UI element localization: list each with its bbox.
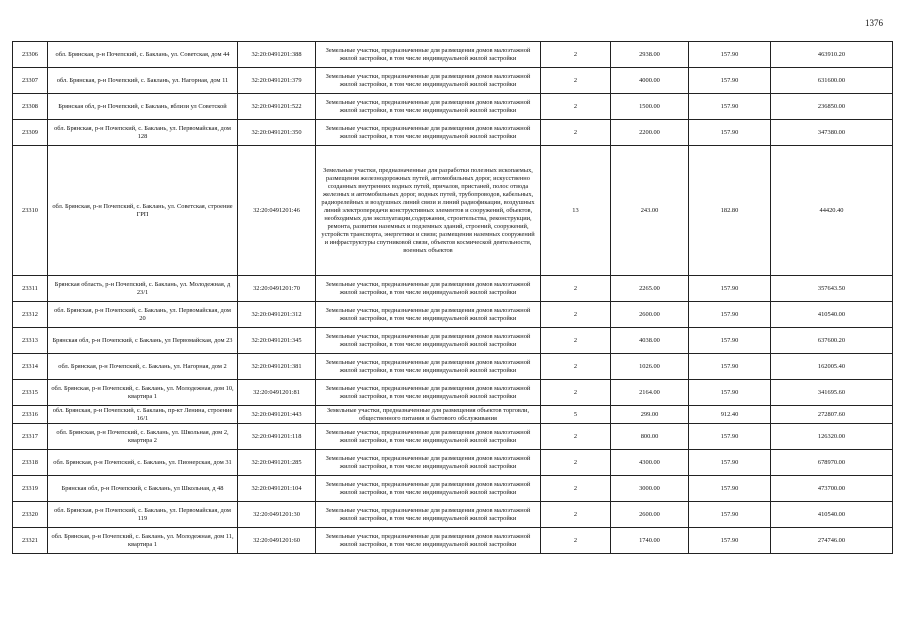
table-row — [13, 476, 893, 502]
area-cell: 4000.00 — [611, 68, 689, 94]
cadastral-value-cell: 274746.00 — [771, 528, 893, 554]
cadastral-value-cell: 341695.60 — [771, 380, 893, 406]
table-body — [13, 42, 893, 554]
area-cell: 2938.00 — [611, 42, 689, 68]
cadastral-number-cell: 32:20:0491201:388 — [238, 42, 316, 68]
land-use-cell: Земельные участки, предназначенные для размещения домов малоэтажной жилой застройки, в том числе индивидуальной жилой застройки — [316, 68, 541, 94]
cadastral-number-cell: 32:20:0491201:104 — [238, 476, 316, 502]
land-use-cell: Земельные участки, предназначенные для размещения домов малоэтажной жилой застройки, в том числе индивидуальной жилой застройки — [316, 276, 541, 302]
table-row — [13, 528, 893, 554]
area-cell: 2265.00 — [611, 276, 689, 302]
table-row — [13, 502, 893, 528]
specific-value-cell: 182.80 — [689, 146, 771, 276]
specific-value-cell: 157.90 — [689, 328, 771, 354]
area-cell: 243.00 — [611, 146, 689, 276]
cadastral-value-cell: 357643.50 — [771, 276, 893, 302]
row-number: 23311 — [13, 276, 48, 302]
address-cell: обл. Брянская, р-н Почепский, с. Баклань, ул. Советская, строение ГРП — [48, 146, 238, 276]
usage-group-cell: 2 — [541, 476, 611, 502]
cadastral-value-cell: 126320.00 — [771, 424, 893, 450]
area-cell: 1500.00 — [611, 94, 689, 120]
cadastral-number-cell: 32:20:0491201:522 — [238, 94, 316, 120]
table-row — [13, 42, 893, 68]
cadastral-number-cell: 32:20:0491201:312 — [238, 302, 316, 328]
cadastral-number-cell: 32:20:0491201:443 — [238, 406, 316, 424]
table-row — [13, 68, 893, 94]
usage-group-cell: 2 — [541, 450, 611, 476]
address-cell: обл. Брянская, р-н Почепский, с. Баклань, ул. Молодежная, дом 11, квартира 1 — [48, 528, 238, 554]
table-row — [13, 328, 893, 354]
usage-group-cell: 2 — [541, 328, 611, 354]
cadastral-value-cell: 637600.20 — [771, 328, 893, 354]
address-cell: обл. Брянская, р-н Почепский, с. Баклань, ул. Нагорная, дом 2 — [48, 354, 238, 380]
row-number: 23309 — [13, 120, 48, 146]
land-use-cell: Земельные участки, предназначенные для размещения домов малоэтажной жилой застройки, в том числе индивидуальной жилой застройки — [316, 328, 541, 354]
cadastral-number-cell: 32:20:0491201:285 — [238, 450, 316, 476]
row-number: 23307 — [13, 68, 48, 94]
cadastral-value-cell: 678970.00 — [771, 450, 893, 476]
land-use-cell: Земельные участки, предназначенные для размещения домов малоэтажной жилой застройки, в том числе индивидуальной жилой застройки — [316, 450, 541, 476]
land-use-cell: Земельные участки, предназначенные для размещения домов малоэтажной жилой застройки, в том числе индивидуальной жилой застройки — [316, 380, 541, 406]
cadastral-number-cell: 32:20:0491201:30 — [238, 502, 316, 528]
cadastral-number-cell: 32:20:0491201:118 — [238, 424, 316, 450]
specific-value-cell: 157.90 — [689, 450, 771, 476]
cadastral-number-cell: 32:20:0491201:60 — [238, 528, 316, 554]
area-cell: 4038.00 — [611, 328, 689, 354]
cadastral-number-cell: 32:20:0491201:81 — [238, 380, 316, 406]
usage-group-cell: 2 — [541, 94, 611, 120]
table-row — [13, 406, 893, 424]
address-cell: Брянская область, р-н Почепский, с. Баклань, ул. Молодежная, д 23/1 — [48, 276, 238, 302]
area-cell: 4300.00 — [611, 450, 689, 476]
row-number: 23319 — [13, 476, 48, 502]
row-number: 23306 — [13, 42, 48, 68]
specific-value-cell: 157.90 — [689, 354, 771, 380]
cadastral-number-cell: 32:20:0491201:70 — [238, 276, 316, 302]
specific-value-cell: 157.90 — [689, 276, 771, 302]
cadastral-value-cell: 473700.00 — [771, 476, 893, 502]
specific-value-cell: 157.90 — [689, 528, 771, 554]
specific-value-cell: 912.40 — [689, 406, 771, 424]
specific-value-cell: 157.90 — [689, 380, 771, 406]
table-row — [13, 424, 893, 450]
cadastral-value-cell: 44420.40 — [771, 146, 893, 276]
area-cell: 2200.00 — [611, 120, 689, 146]
specific-value-cell: 157.90 — [689, 502, 771, 528]
land-use-cell: Земельные участки, предназначенные для размещения объектов торговли, общественного питания и бытового обслуживания — [316, 406, 541, 424]
usage-group-cell: 5 — [541, 406, 611, 424]
area-cell: 2164.00 — [611, 380, 689, 406]
address-cell: обл. Брянская, р-н Почепский, с. Баклань, ул. Первомайская, дом 20 — [48, 302, 238, 328]
land-use-cell: Земельные участки, предназначенные для размещения домов малоэтажной жилой застройки, в том числе индивидуальной жилой застройки — [316, 528, 541, 554]
usage-group-cell: 2 — [541, 120, 611, 146]
area-cell: 3000.00 — [611, 476, 689, 502]
address-cell: обл. Брянская, р-н Почепский, с. Баклань, ул. Советская, дом 44 — [48, 42, 238, 68]
land-use-cell: Земельные участки, предназначенные для размещения домов малоэтажной жилой застройки, в том числе индивидуальной жилой застройки — [316, 302, 541, 328]
cadastral-value-cell: 236850.00 — [771, 94, 893, 120]
row-number: 23321 — [13, 528, 48, 554]
row-number: 23318 — [13, 450, 48, 476]
address-cell: обл. Брянская, р-н Почепский, с. Баклань, ул. Первомайская, дом 119 — [48, 502, 238, 528]
row-number: 23308 — [13, 94, 48, 120]
area-cell: 1026.00 — [611, 354, 689, 380]
usage-group-cell: 2 — [541, 302, 611, 328]
usage-group-cell: 2 — [541, 354, 611, 380]
row-number: 23314 — [13, 354, 48, 380]
usage-group-cell: 2 — [541, 68, 611, 94]
table-row — [13, 354, 893, 380]
specific-value-cell: 157.90 — [689, 120, 771, 146]
address-cell: обл. Брянская, р-н Почепский, с. Баклань, ул. Первомайская, дом 128 — [48, 120, 238, 146]
row-number: 23315 — [13, 380, 48, 406]
specific-value-cell: 157.90 — [689, 68, 771, 94]
land-use-cell: Земельные участки, предназначенные для размещения домов малоэтажной жилой застройки, в том числе индивидуальной жилой застройки — [316, 120, 541, 146]
area-cell: 1740.00 — [611, 528, 689, 554]
table-row — [13, 276, 893, 302]
cadastral-value-cell: 347380.00 — [771, 120, 893, 146]
row-number: 23310 — [13, 146, 48, 276]
row-number: 23312 — [13, 302, 48, 328]
table-row — [13, 146, 893, 276]
land-use-cell: Земельные участки, предназначенные для размещения домов малоэтажной жилой застройки, в том числе индивидуальной жилой застройки — [316, 354, 541, 380]
usage-group-cell: 13 — [541, 146, 611, 276]
area-cell: 2600.00 — [611, 502, 689, 528]
land-use-cell: Земельные участки, предназначенные для размещения домов малоэтажной жилой застройки, в том числе индивидуальной жилой застройки — [316, 476, 541, 502]
specific-value-cell: 157.90 — [689, 476, 771, 502]
table-row — [13, 94, 893, 120]
cadastral-value-cell: 410540.00 — [771, 302, 893, 328]
land-use-cell: Земельные участки, предназначенные для размещения домов малоэтажной жилой застройки, в том числе индивидуальной жилой застройки — [316, 42, 541, 68]
area-cell: 299.00 — [611, 406, 689, 424]
cadastral-value-cell: 272807.60 — [771, 406, 893, 424]
usage-group-cell: 2 — [541, 276, 611, 302]
table-row — [13, 450, 893, 476]
address-cell: Брянская обл, р-н Почепский, с Баклань, ул Первомайская, дом 23 — [48, 328, 238, 354]
address-cell: обл. Брянская, р-н Почепский, с. Баклань, пр-кт Ленина, строение 16/1 — [48, 406, 238, 424]
cadastral-value-cell: 410540.00 — [771, 502, 893, 528]
address-cell: обл. Брянская, р-н Почепский, с. Баклань, ул. Пионерская, дом 31 — [48, 450, 238, 476]
cadastral-registry-table — [12, 41, 893, 554]
row-number: 23320 — [13, 502, 48, 528]
address-cell: Брянская обл, р-н Почепский, с Баклань, ул Школьная, д 48 — [48, 476, 238, 502]
table-row — [13, 302, 893, 328]
specific-value-cell: 157.90 — [689, 94, 771, 120]
usage-group-cell: 2 — [541, 502, 611, 528]
land-use-cell: Земельные участки, предназначенные для размещения домов малоэтажной жилой застройки, в том числе индивидуальной жилой застройки — [316, 502, 541, 528]
land-use-cell: Земельные участки, предназначенные для размещения домов малоэтажной жилой застройки, в том числе индивидуальной жилой застройки — [316, 424, 541, 450]
specific-value-cell: 157.90 — [689, 42, 771, 68]
cadastral-number-cell: 32:20:0491201:381 — [238, 354, 316, 380]
cadastral-value-cell: 463910.20 — [771, 42, 893, 68]
cadastral-value-cell: 162005.40 — [771, 354, 893, 380]
land-use-cell: Земельные участки, предназначенные для разработки полезных ископаемых, размещения железнодорожных путей, автомобильных дорог, искусственно созданных внутренних водных путей, причалов, пристаней, полос отвода железных и автомобильных дорог, водных путей, трубопроводов, кабельных, радиорелейных и воздушных линий связи и линий радиофикации, воздушных линий электропередачи конструктивных элементов и сооружений, объектов, необходимых для эксплуатации,содержания, строительства, реконструкции, ремонта, развития наземных и подземных зданий, строений, сооружений, устройств транспорта, энергетики и связи; размещения наземных сооружений и инфраструктуры спутниковой связи, объектов космической деятельности, военных объектов — [316, 146, 541, 276]
address-cell: обл. Брянская, р-н Почепский, с. Баклань, ул. Нагорная, дом 11 — [48, 68, 238, 94]
address-cell: Брянская обл, р-н Почепский, с Баклань, вблизи ул Советской — [48, 94, 238, 120]
specific-value-cell: 157.90 — [689, 424, 771, 450]
row-number: 23313 — [13, 328, 48, 354]
area-cell: 2600.00 — [611, 302, 689, 328]
cadastral-value-cell: 631600.00 — [771, 68, 893, 94]
area-cell: 800.00 — [611, 424, 689, 450]
row-number: 23316 — [13, 406, 48, 424]
usage-group-cell: 2 — [541, 42, 611, 68]
usage-group-cell: 2 — [541, 424, 611, 450]
land-use-cell: Земельные участки, предназначенные для размещения домов малоэтажной жилой застройки, в том числе индивидуальной жилой застройки — [316, 94, 541, 120]
cadastral-number-cell: 32:20:0491201:350 — [238, 120, 316, 146]
cadastral-number-cell: 32:20:0491201:46 — [238, 146, 316, 276]
address-cell: обл. Брянская, р-н Почепский, с. Баклань, ул. Школьная, дом 2, квартира 2 — [48, 424, 238, 450]
usage-group-cell: 2 — [541, 380, 611, 406]
page-number: 1376 — [865, 18, 883, 28]
usage-group-cell: 2 — [541, 528, 611, 554]
row-number: 23317 — [13, 424, 48, 450]
specific-value-cell: 157.90 — [689, 302, 771, 328]
address-cell: обл. Брянская, р-н Почепский, с. Баклань, ул. Молодежная, дом 10, квартира 1 — [48, 380, 238, 406]
table-row — [13, 380, 893, 406]
cadastral-number-cell: 32:20:0491201:379 — [238, 68, 316, 94]
cadastral-number-cell: 32:20:0491201:345 — [238, 328, 316, 354]
table-row — [13, 120, 893, 146]
